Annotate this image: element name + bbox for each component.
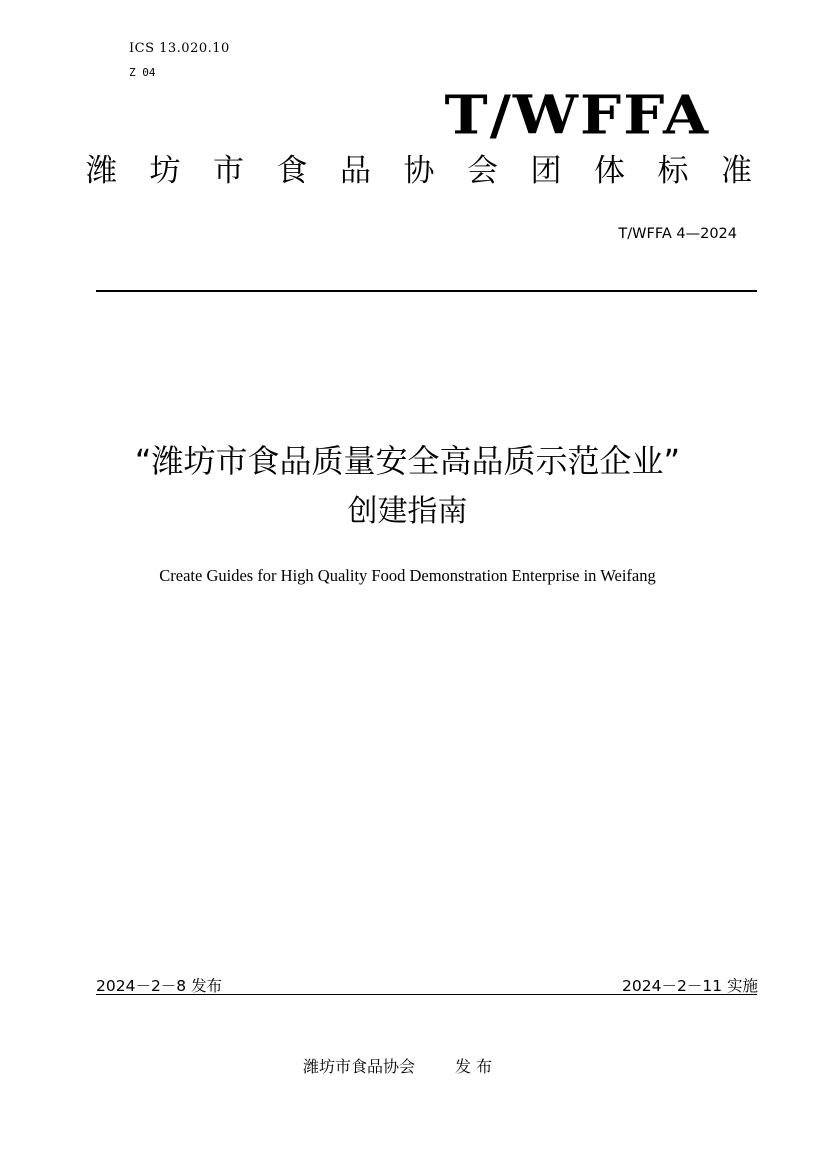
org-char: 体 [594, 153, 625, 189]
org-char: 潍 [86, 153, 117, 189]
org-char: 准 [721, 153, 752, 189]
publisher-name: 潍坊市食品协会 [303, 1057, 416, 1076]
standard-number: T/WFFA 4—2024 [618, 226, 737, 242]
publish-date: 2024－2－8 发布 [96, 977, 223, 995]
standard-logo: T/WFFA [444, 83, 710, 147]
implement-date: 2024－2－11 实施 [622, 977, 758, 995]
org-char: 协 [403, 153, 435, 189]
org-char: 食 [276, 153, 308, 189]
org-char: 坊 [149, 153, 181, 189]
header-divider [96, 290, 757, 292]
english-title: Create Guides for High Quality Food Demonstration Enterprise in Weifang [159, 566, 656, 585]
publisher-line [303, 1054, 492, 1077]
org-char: 会 [467, 153, 498, 189]
org-char: 团 [530, 153, 562, 189]
document-title-line1: “潍坊市食品质量安全高品质示范企业” [134, 442, 681, 480]
org-char: 品 [340, 153, 371, 189]
footer-divider [96, 994, 757, 995]
document-title-line2: 创建指南 [347, 494, 468, 529]
publisher-action: 发 布 [455, 1057, 493, 1076]
org-char: 标 [657, 153, 689, 189]
organization-standard-heading [86, 153, 752, 190]
classification-code: Z 04 [129, 66, 156, 79]
org-char: 市 [213, 153, 244, 189]
ics-code: ICS 13.020.10 [129, 41, 230, 56]
